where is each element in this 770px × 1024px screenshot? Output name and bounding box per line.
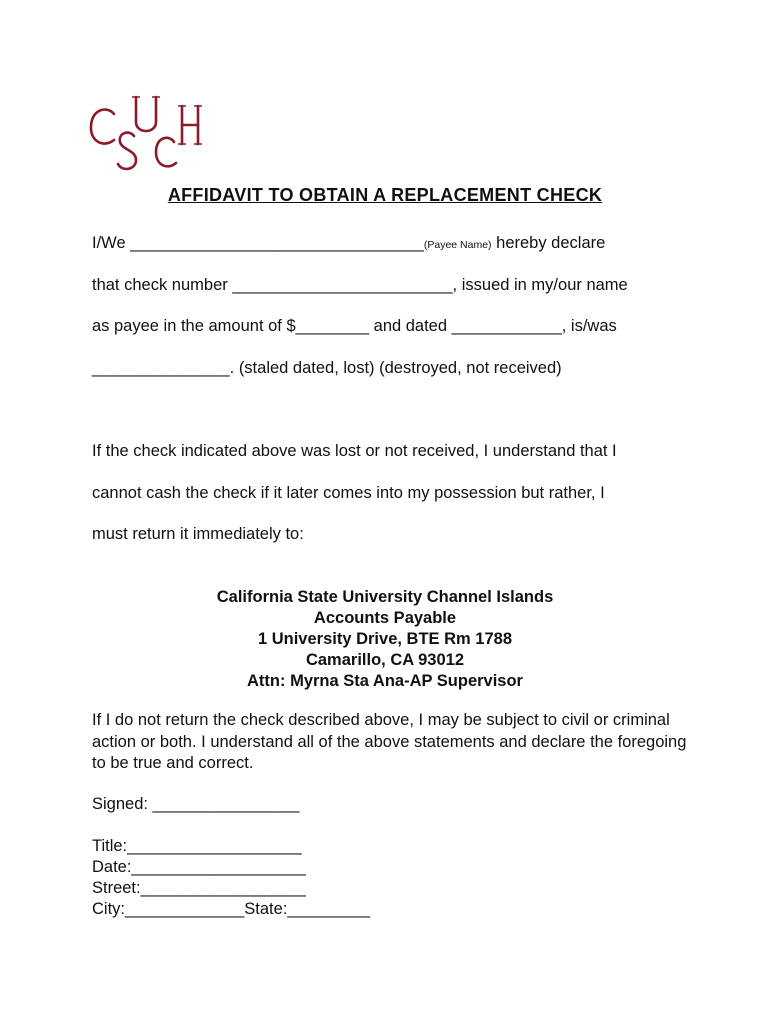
street-field: Street:__________________ xyxy=(92,879,306,897)
date-field: Date:___________________ xyxy=(92,858,306,876)
address-line-1: California State University Channel Islands xyxy=(216,588,554,606)
csuci-logo xyxy=(86,92,206,174)
payee-line xyxy=(92,234,605,253)
payee-name-hint: (Payee Name) xyxy=(423,239,492,251)
payee-line-end: hereby declare xyxy=(491,234,606,252)
notice-line-1: If the check indicated above was lost or not received, I understand that I xyxy=(92,442,617,460)
city-state-field: City:_____________State:_________ xyxy=(92,900,370,918)
amount-date-line: as payee in the amount of $________ and dated ____________, is/was xyxy=(92,317,617,335)
address-line-5: Attn: Myrna Sta Ana-AP Supervisor xyxy=(247,672,523,690)
title-field: Title:___________________ xyxy=(92,837,302,855)
status-line: _______________. (staled dated, lost) (destroyed, not received) xyxy=(92,359,562,377)
payee-line-start: I/We ________________________________ xyxy=(92,234,424,252)
check-number-line: that check number ________________________, issued in my/our name xyxy=(92,276,628,294)
document-title: AFFIDAVIT TO OBTAIN A REPLACEMENT CHECK xyxy=(167,185,603,205)
signed-field: Signed: ________________ xyxy=(92,795,300,813)
notice-line-2: cannot cash the check if it later comes into my possession but rather, I xyxy=(92,484,605,502)
notice-line-3: must return it immediately to: xyxy=(92,525,304,543)
legal-statement: If I do not return the check described above, I may be subject to civil or criminal action or both. I understand all of the above statements and declare the foregoing to be true and correct. xyxy=(92,711,687,772)
address-line-2: Accounts Payable xyxy=(313,609,457,627)
address-line-4: Camarillo, CA 93012 xyxy=(305,651,465,669)
signature-fields xyxy=(92,836,370,920)
address-line-3: 1 University Drive, BTE Rm 1788 xyxy=(257,630,513,648)
return-address xyxy=(0,587,770,692)
